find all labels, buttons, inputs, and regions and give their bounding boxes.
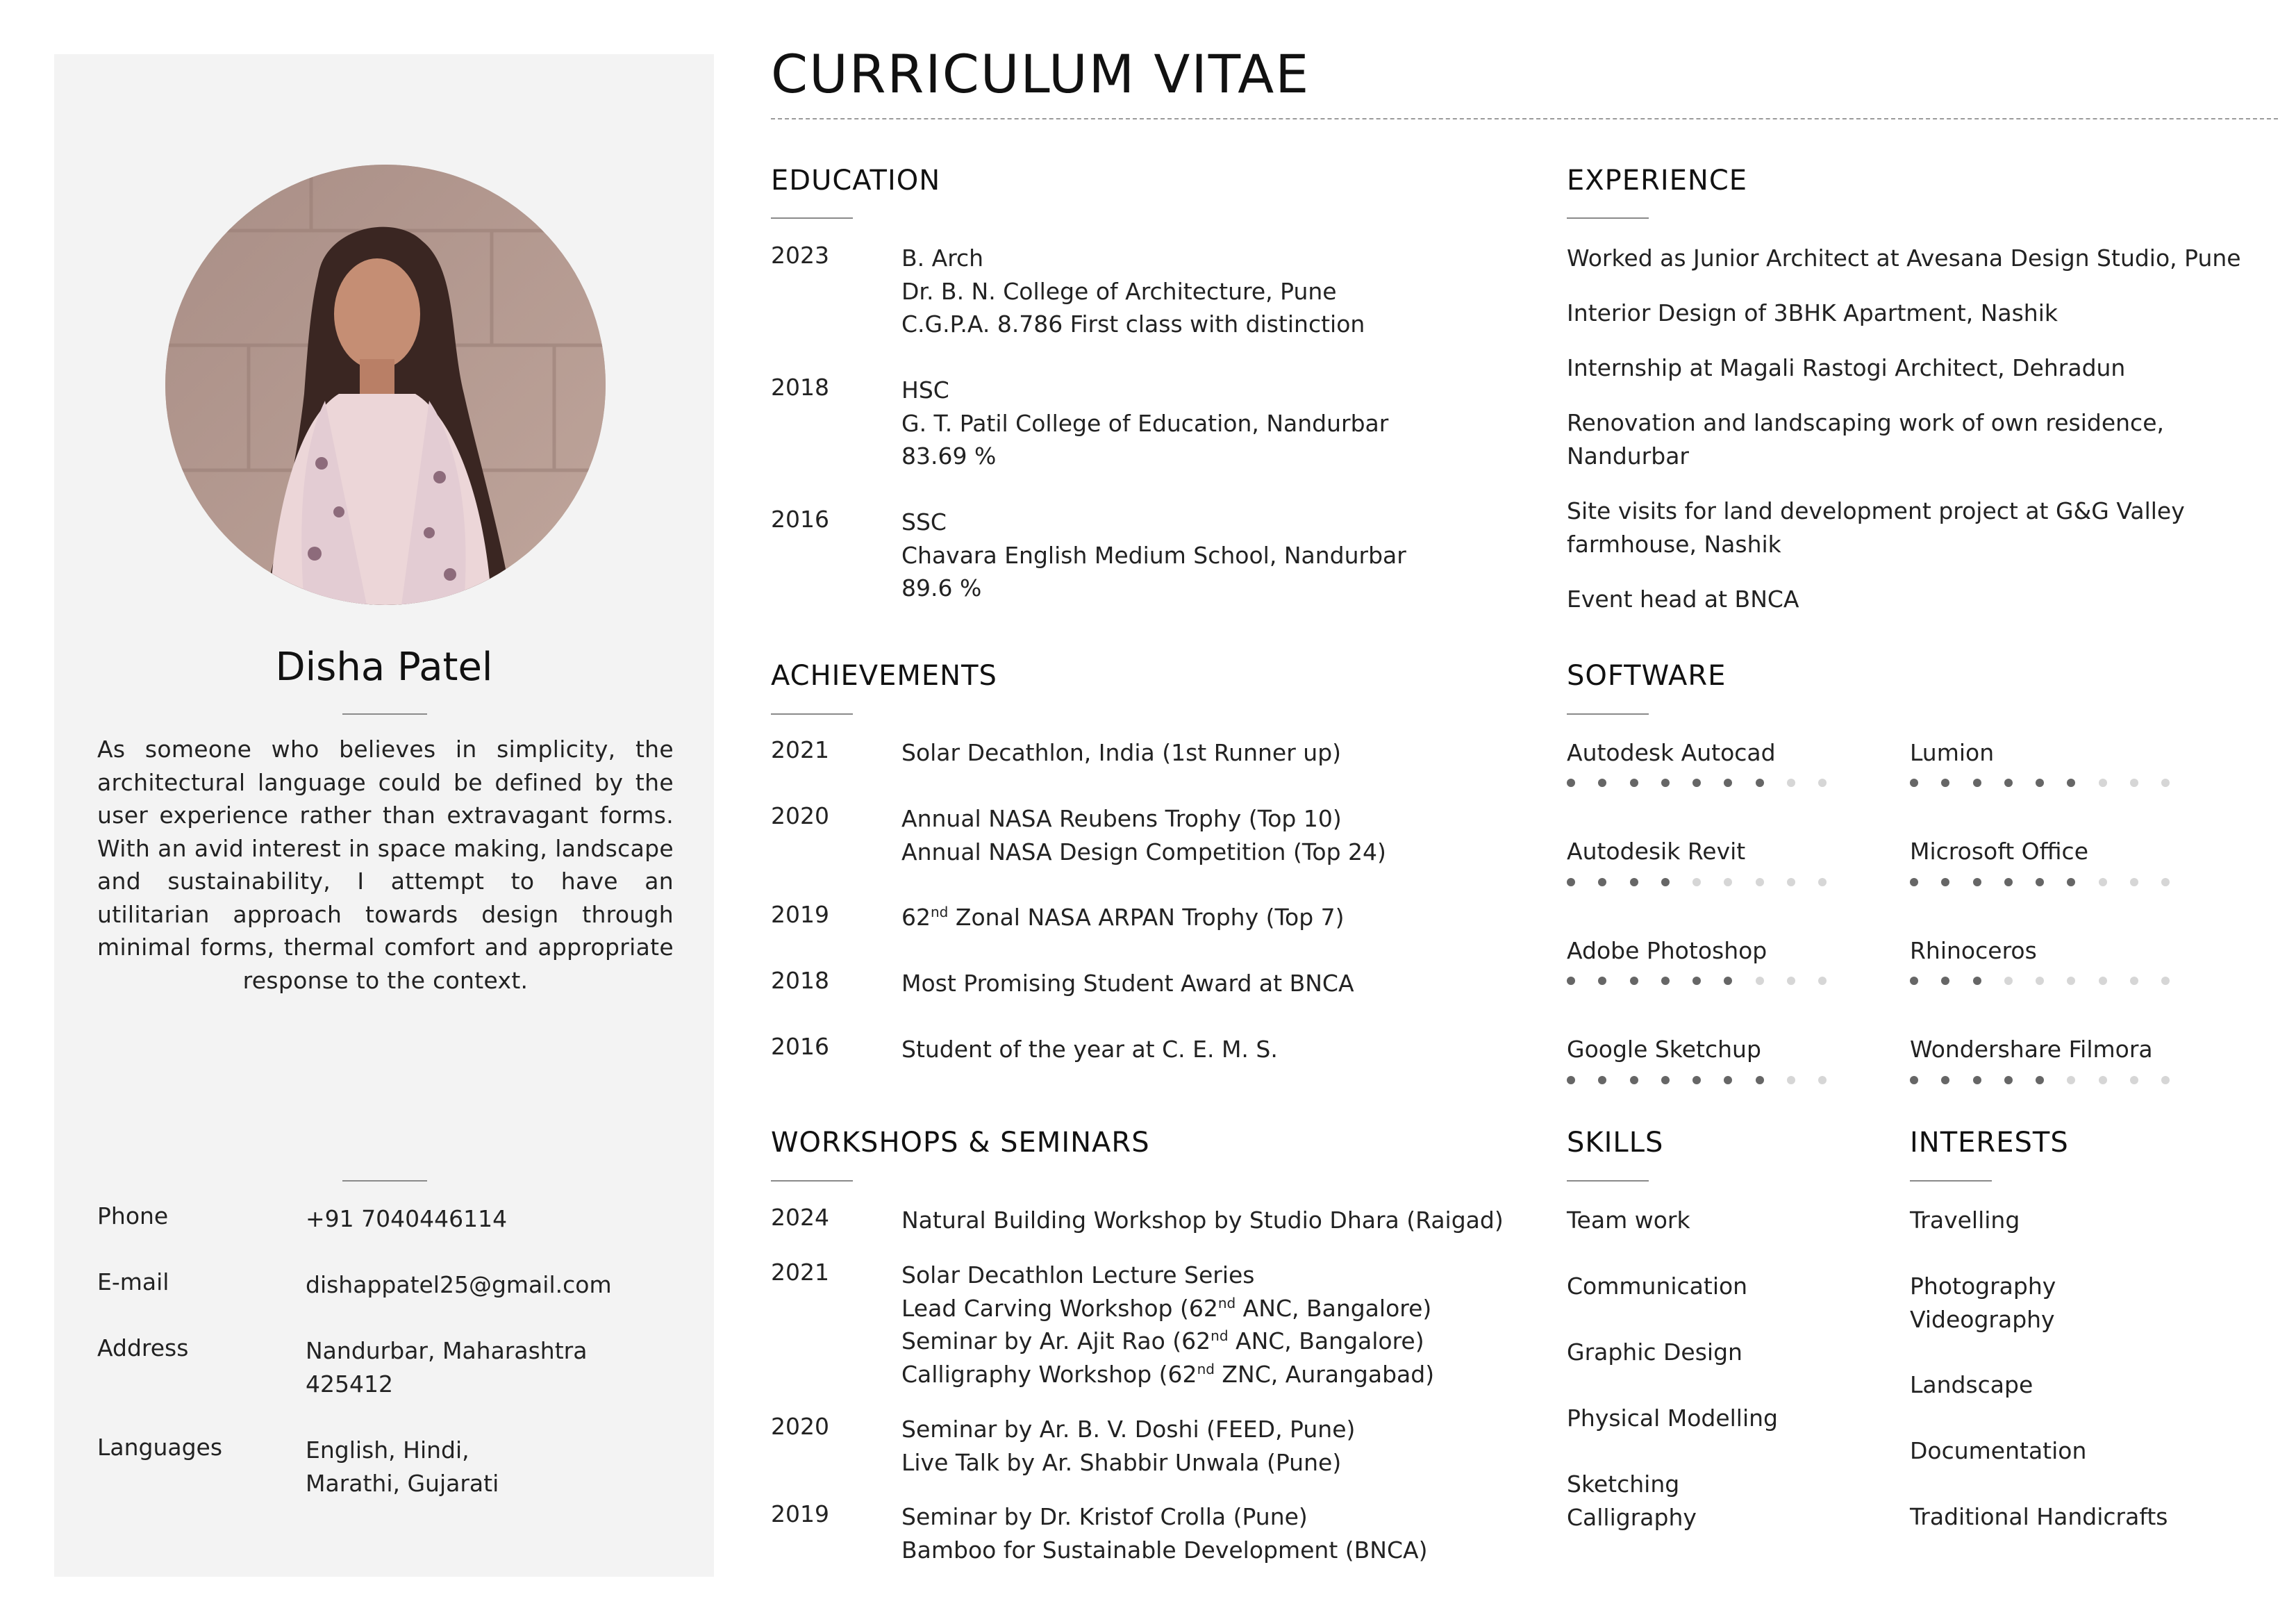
- interests-heading: INTERESTS: [1910, 1127, 2069, 1159]
- rating-dot-filled: [1910, 878, 1918, 886]
- experience-underline: [1567, 217, 1649, 219]
- rating-dot-filled: [2004, 779, 2013, 787]
- rating-dot-empty: [1724, 878, 1732, 886]
- workshops-underline: [771, 1180, 853, 1182]
- contact-email-label: E-mail: [97, 1268, 169, 1295]
- achievement-entry: Annual NASA Reubens Trophy (Top 10) Annual NASA Design Competition (Top 24): [901, 805, 1386, 865]
- rating-dot-empty: [2099, 878, 2107, 886]
- interest-item: Documentation: [1910, 1437, 2087, 1464]
- achievements-underline: [771, 713, 853, 715]
- experience-item: Event head at BNCA: [1567, 586, 1799, 613]
- rating-dot-empty: [1818, 779, 1827, 787]
- rating-dot-filled: [1567, 779, 1575, 787]
- skills-underline: [1567, 1180, 1649, 1182]
- rating-dot-empty: [1818, 977, 1827, 985]
- rating-dot-filled: [1661, 977, 1670, 985]
- rating-dot-filled: [1661, 878, 1670, 886]
- rating-dot-filled: [1941, 779, 1949, 787]
- rating-dot-empty: [2161, 779, 2170, 787]
- rating-dot-filled: [1910, 779, 1918, 787]
- experience-item: Interior Design of 3BHK Apartment, Nashik: [1567, 299, 2058, 326]
- education-entry: HSC G. T. Patil College of Education, Nandurbar 83.69 %: [901, 376, 1389, 470]
- skill-item: Physical Modelling: [1567, 1405, 1779, 1432]
- skill-item: Sketching Calligraphy: [1567, 1470, 1697, 1531]
- profile-photo-illustration: [165, 165, 606, 605]
- rating-dot-filled: [1567, 878, 1575, 886]
- rating-dot-filled: [1724, 1076, 1732, 1084]
- rating-dot-empty: [2130, 1076, 2138, 1084]
- skill-rating-dots: [1910, 779, 2170, 787]
- rating-dot-filled: [1756, 1076, 1764, 1084]
- name-divider: [342, 713, 427, 715]
- software-name: Autodesik Revit: [1567, 838, 1746, 865]
- workshops-heading: WORKSHOPS & SEMINARS: [771, 1127, 1150, 1159]
- education-heading: EDUCATION: [771, 165, 941, 197]
- rating-dot-filled: [2004, 1076, 2013, 1084]
- rating-dot-empty: [2099, 1076, 2107, 1084]
- achievements-heading: ACHIEVEMENTS: [771, 660, 997, 692]
- contact-email-value[interactable]: dishappatel25@gmail.com: [306, 1271, 612, 1298]
- rating-dot-filled: [1973, 977, 1981, 985]
- rating-dot-filled: [2036, 1076, 2044, 1084]
- title-divider: [771, 118, 2278, 119]
- rating-dot-filled: [2036, 779, 2044, 787]
- skills-heading: SKILLS: [1567, 1127, 1664, 1159]
- rating-dot-filled: [2036, 878, 2044, 886]
- software-name: Wondershare Filmora: [1910, 1036, 2153, 1063]
- page-title: CURRICULUM VITAE: [771, 43, 1311, 105]
- rating-dot-empty: [2067, 1076, 2075, 1084]
- contact-address-label: Address: [97, 1334, 189, 1361]
- rating-dot-filled: [1724, 779, 1732, 787]
- achievement-entry: 62nd Zonal NASA ARPAN Trophy (Top 7): [901, 904, 1345, 931]
- achievement-entry: Student of the year at C. E. M. S.: [901, 1036, 1278, 1063]
- workshop-entry: Seminar by Ar. B. V. Doshi (FEED, Pune) Live Talk by Ar. Shabbir Unwala (Pune): [901, 1416, 1356, 1476]
- achievement-year: 2020: [771, 802, 829, 829]
- education-underline: [771, 217, 853, 219]
- skill-rating-dots: [1567, 1076, 1827, 1084]
- interest-item: Photography Videography: [1910, 1273, 2056, 1333]
- education-year: 2016: [771, 506, 829, 533]
- achievement-year: 2018: [771, 967, 829, 994]
- rating-dot-filled: [1630, 977, 1638, 985]
- experience-item: Renovation and landscaping work of own residence, Nandurbar: [1567, 409, 2164, 470]
- software-name: Rhinoceros: [1910, 937, 2037, 964]
- contact-languages-label: Languages: [97, 1434, 223, 1461]
- profile-name: Disha Patel: [275, 645, 493, 690]
- education-entry: B. Arch Dr. B. N. College of Architecture, Pune C.G.P.A. 8.786 First class with distinction: [901, 245, 1365, 338]
- skill-item: Team work: [1567, 1207, 1690, 1234]
- rating-dot-filled: [1692, 1076, 1701, 1084]
- rating-dot-empty: [2161, 878, 2170, 886]
- rating-dot-filled: [1661, 779, 1670, 787]
- rating-dot-filled: [1567, 1076, 1575, 1084]
- rating-dot-filled: [1598, 977, 1606, 985]
- rating-dot-filled: [1941, 1076, 1949, 1084]
- interests-underline: [1910, 1180, 1992, 1182]
- rating-dot-empty: [2130, 779, 2138, 787]
- rating-dot-empty: [1787, 779, 1795, 787]
- rating-dot-filled: [1910, 977, 1918, 985]
- rating-dot-empty: [2161, 1076, 2170, 1084]
- rating-dot-empty: [2036, 977, 2044, 985]
- workshop-entry: Natural Building Workshop by Studio Dhara (Raigad): [901, 1207, 1504, 1234]
- rating-dot-empty: [2067, 977, 2075, 985]
- software-name: Adobe Photoshop: [1567, 937, 1767, 964]
- rating-dot-filled: [1630, 1076, 1638, 1084]
- rating-dot-filled: [1692, 977, 1701, 985]
- experience-item: Internship at Magali Rastogi Architect, Dehradun: [1567, 354, 2126, 381]
- rating-dot-filled: [1630, 878, 1638, 886]
- skill-rating-dots: [1567, 878, 1827, 886]
- interest-item: Traditional Handicrafts: [1910, 1503, 2168, 1530]
- profile-bio: As someone who believes in simplicity, the architectural language could be defined by the user experience rather than extravagant forms. With an avid interest in space making, landscape and sustainability, I attempt to have an utilitarian approach towards design through minimal forms, thermal comfort and appropriate response to the context.: [97, 736, 674, 994]
- rating-dot-filled: [2004, 878, 2013, 886]
- rating-dot-filled: [1941, 878, 1949, 886]
- contact-divider: [342, 1180, 427, 1182]
- skill-rating-dots: [1910, 1076, 2170, 1084]
- rating-dot-empty: [1787, 878, 1795, 886]
- rating-dot-filled: [1756, 779, 1764, 787]
- rating-dot-empty: [2130, 878, 2138, 886]
- education-year: 2018: [771, 374, 829, 401]
- rating-dot-filled: [1973, 1076, 1981, 1084]
- rating-dot-filled: [1598, 878, 1606, 886]
- skill-rating-dots: [1910, 977, 2170, 985]
- rating-dot-empty: [1787, 977, 1795, 985]
- contact-phone-value[interactable]: +91 7040446114: [306, 1205, 508, 1232]
- rating-dot-empty: [2161, 977, 2170, 985]
- workshop-year: 2024: [771, 1204, 829, 1231]
- rating-dot-filled: [1630, 779, 1638, 787]
- software-underline: [1567, 713, 1649, 715]
- contact-phone-label: Phone: [97, 1202, 169, 1229]
- experience-item: Worked as Junior Architect at Avesana Design Studio, Pune: [1567, 245, 2241, 272]
- rating-dot-filled: [1661, 1076, 1670, 1084]
- rating-dot-filled: [1910, 1076, 1918, 1084]
- rating-dot-empty: [1756, 878, 1764, 886]
- contact-address-value: Nandurbar, Maharashtra 425412: [306, 1337, 588, 1398]
- rating-dot-empty: [1692, 878, 1701, 886]
- education-year: 2023: [771, 242, 829, 269]
- rating-dot-filled: [1598, 1076, 1606, 1084]
- skill-rating-dots: [1567, 779, 1827, 787]
- software-name: Lumion: [1910, 739, 1995, 766]
- workshop-year: 2021: [771, 1259, 829, 1286]
- rating-dot-empty: [2004, 977, 2013, 985]
- software-heading: SOFTWARE: [1567, 660, 1727, 692]
- rating-dot-filled: [1973, 779, 1981, 787]
- rating-dot-filled: [1692, 779, 1701, 787]
- achievement-year: 2016: [771, 1033, 829, 1060]
- skill-item: Communication: [1567, 1273, 1748, 1300]
- contact-languages-value: English, Hindi, Marathi, Gujarati: [306, 1436, 499, 1497]
- achievement-entry: Most Promising Student Award at BNCA: [901, 970, 1354, 997]
- software-name: Autodesk Autocad: [1567, 739, 1776, 766]
- rating-dot-filled: [2067, 878, 2075, 886]
- skill-item: Graphic Design: [1567, 1339, 1742, 1366]
- rating-dot-empty: [2099, 779, 2107, 787]
- education-entry: SSC Chavara English Medium School, Nandurbar 89.6 %: [901, 508, 1406, 602]
- rating-dot-empty: [2130, 977, 2138, 985]
- achievement-entry: Solar Decathlon, India (1st Runner up): [901, 739, 1342, 766]
- rating-dot-filled: [1973, 878, 1981, 886]
- rating-dot-empty: [1818, 1076, 1827, 1084]
- skill-rating-dots: [1567, 977, 1827, 985]
- rating-dot-empty: [2099, 977, 2107, 985]
- interest-item: Landscape: [1910, 1371, 2033, 1398]
- rating-dot-empty: [1787, 1076, 1795, 1084]
- rating-dot-filled: [1567, 977, 1575, 985]
- rating-dot-filled: [1724, 977, 1732, 985]
- experience-heading: EXPERIENCE: [1567, 165, 1748, 197]
- rating-dot-empty: [1756, 977, 1764, 985]
- rating-dot-filled: [2067, 779, 2075, 787]
- workshop-entry: Solar Decathlon Lecture Series Lead Carving Workshop (62nd ANC, Bangalore) Seminar by Ar. Ajit Rao (62nd ANC, Bangalore) Calligraphy Workshop (62nd ZNC, Aurangabad): [901, 1261, 1435, 1388]
- workshop-entry: Seminar by Dr. Kristof Crolla (Pune) Bamboo for Sustainable Development (BNCA): [901, 1503, 1428, 1564]
- rating-dot-filled: [1941, 977, 1949, 985]
- software-name: Google Sketchup: [1567, 1036, 1761, 1063]
- workshop-year: 2020: [771, 1413, 829, 1440]
- achievement-year: 2019: [771, 901, 829, 928]
- profile-photo: [165, 165, 606, 605]
- achievement-year: 2021: [771, 736, 829, 763]
- workshop-year: 2019: [771, 1500, 829, 1527]
- experience-item: Site visits for land development project at G&G Valley farmhouse, Nashik: [1567, 497, 2185, 558]
- software-name: Microsoft Office: [1910, 838, 2088, 865]
- interest-item: Travelling: [1910, 1207, 2020, 1234]
- rating-dot-empty: [1818, 878, 1827, 886]
- rating-dot-filled: [1598, 779, 1606, 787]
- skill-rating-dots: [1910, 878, 2170, 886]
